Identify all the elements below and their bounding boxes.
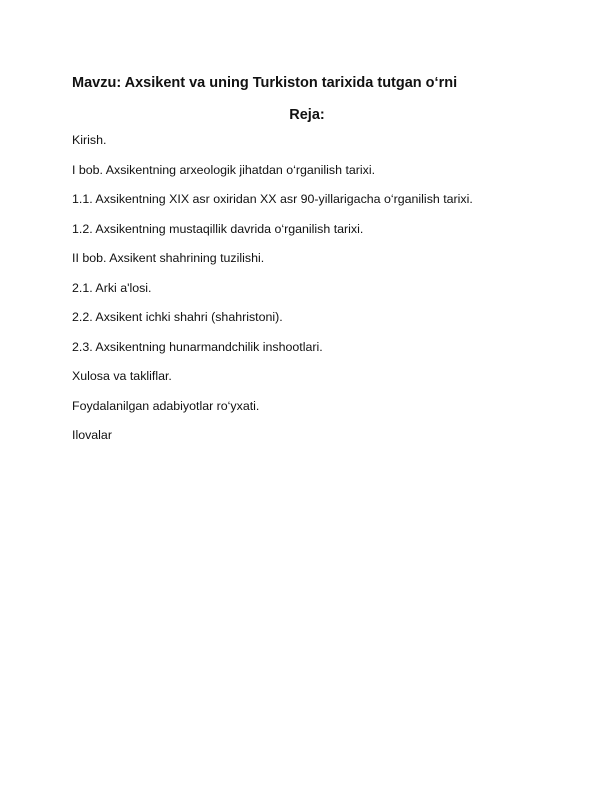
- plan-item: Ilovalar: [72, 428, 112, 442]
- plan-item: 2.3. Axsikentning hunarmandchilik inshootlari.: [72, 339, 323, 354]
- plan-item: II bob. Axsikent shahrining tuzilishi.: [72, 251, 265, 265]
- plan-item: Xulosa va takliflar.: [72, 369, 172, 383]
- plan-list: [72, 133, 542, 458]
- plan-item: 1.2. Axsikentning mustaqillik davrida o‘rganilish tarixi.: [72, 221, 364, 236]
- plan-item: Foydalanilgan adabiyotlar ro‘yxati.: [72, 398, 260, 413]
- plan-heading: Reja:: [289, 107, 325, 123]
- plan-item: I bob. Axsikentning arxeologik jihatdan o‘rganilish tarixi.: [72, 162, 376, 177]
- document-title: Mavzu: Axsikent va uning Turkiston tarixida tutgan o‘rni: [72, 75, 458, 91]
- plan-item: Kirish.: [72, 133, 107, 147]
- plan-item: 2.1. Arki a'losi.: [72, 280, 152, 295]
- document-body: [72, 74, 542, 458]
- plan-item: 1.1. Axsikentning XIX asr oxiridan XX asr 90-yillarigacha o‘rganilish tarixi.: [72, 192, 473, 206]
- plan-item: 2.2. Axsikent ichki shahri (shahristoni).: [72, 310, 283, 324]
